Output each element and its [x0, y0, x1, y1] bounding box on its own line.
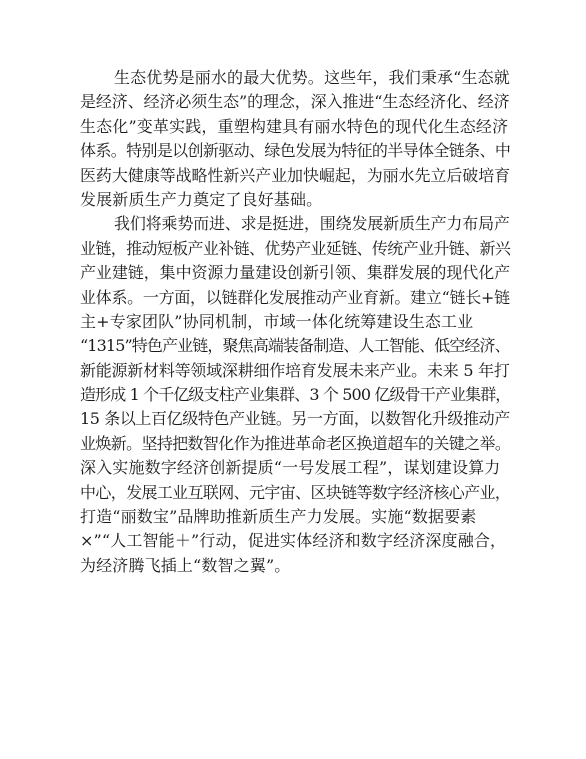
- text-line: 产业建链，集中资源力量建设创新引领、集群发展的现代化产: [80, 263, 511, 283]
- paragraph-2: [80, 212, 510, 578]
- text-line: 生态优势是丽水的最大优势。这些年，我们秉承“生态就: [114, 68, 510, 87]
- text-line: 深入实施数字经济创新提质“一号发展工程”，谋划建设算力: [80, 458, 501, 478]
- text-line: 主+专家团队”协同机制，市域一体化统筹建设生态工业: [80, 311, 474, 331]
- text-line: 造形成 1 个千亿级支柱产业集群、3 个 500 亿级骨干产业集群，: [80, 385, 511, 405]
- text-line: 我们将乘势而进、求是挺进，围绕发展新质生产力布局产: [114, 214, 510, 234]
- text-line: 业链，推动短板产业补链、优势产业延链、传统产业升链、新兴: [80, 238, 511, 258]
- text-line: 为经济腾飞插上“数智之翼”。: [80, 555, 291, 575]
- text-line: “1315”特色产业链，聚焦高端装备制造、人工智能、低空经济、: [80, 336, 510, 356]
- text-line: 发展新质生产力奠定了良好基础。: [80, 189, 323, 209]
- text-line: 体系。特别是以创新驱动、绿色发展为特征的半导体全链条、中: [80, 141, 511, 161]
- paragraph-1: [80, 66, 510, 212]
- text-line: 新能源新材料等领域深耕细作培育发展未来产业。未来 5 年打: [80, 360, 510, 380]
- text-line: 医药大健康等战略性新兴产业加快崛起，为丽水先立后破培育: [80, 165, 511, 185]
- text-line: 15 条以上百亿级特色产业链。另一方面，以数智化升级推动产: [80, 409, 510, 429]
- text-line: 打造“丽数宝”品牌助推新质生产力发展。实施“数据要素: [80, 507, 477, 527]
- text-line: ×”“人工智能＋”行动，促进实体经济和数字经济深度融合，: [80, 531, 507, 551]
- document-body: [80, 66, 510, 578]
- text-line: 是经济、经济必须生态”的理念，深入推进“生态经济化、经济: [80, 92, 510, 112]
- text-line: 业焕新。坚持把数智化作为推进革命老区换道超车的关键之举。: [80, 433, 511, 453]
- text-line: 中心，发展工业互联网、元宇宙、区块链等数字经济核心产业，: [80, 482, 511, 502]
- text-line: 业体系。一方面，以链群化发展推动产业育新。建立“链长+链: [80, 287, 510, 307]
- text-line: 生态化”变革实践，重塑构建具有丽水特色的现代化生态经济: [80, 116, 509, 136]
